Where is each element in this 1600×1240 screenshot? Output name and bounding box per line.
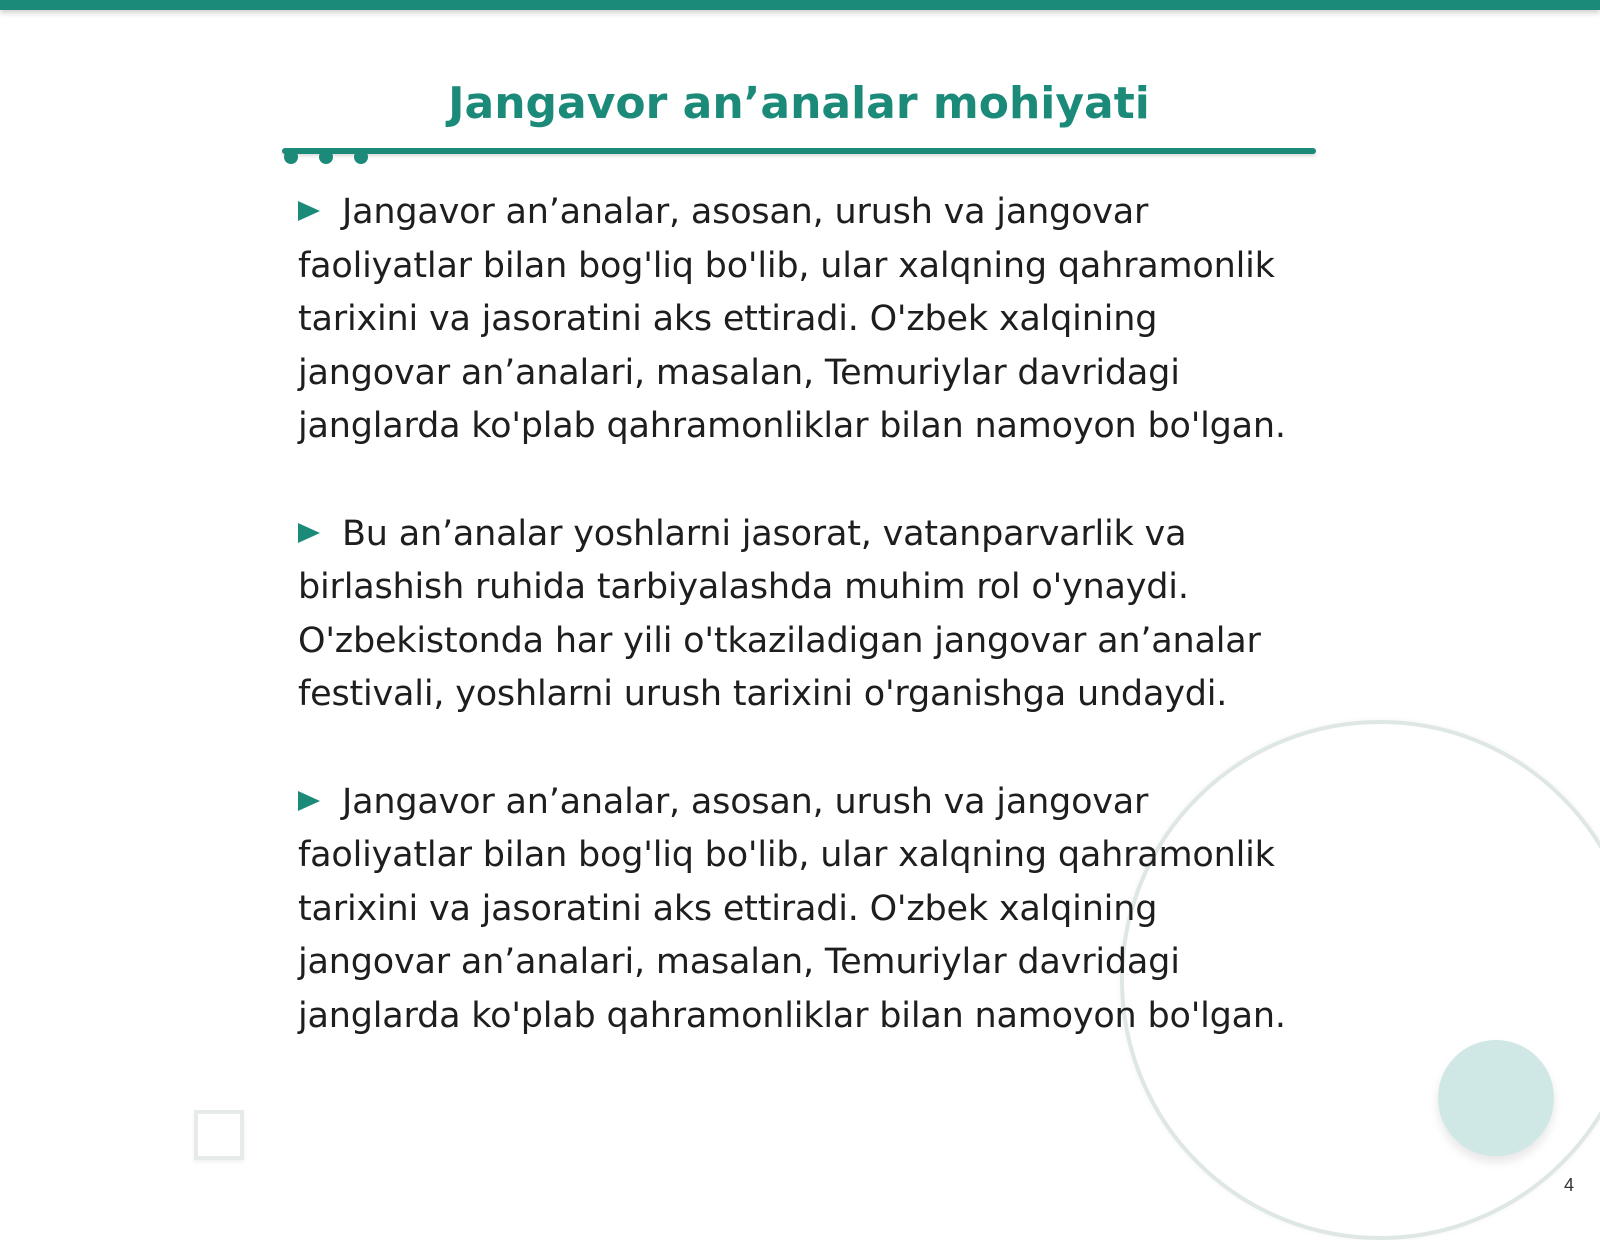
bullet-list xyxy=(298,186,1298,1097)
bullet-item xyxy=(298,186,1298,454)
bullet-item xyxy=(298,776,1298,1044)
triangle-right-icon xyxy=(298,523,320,543)
underline-dot xyxy=(354,150,368,164)
top-accent-bar xyxy=(0,0,1600,10)
triangle-right-icon xyxy=(298,791,320,811)
underline-dot xyxy=(319,150,333,164)
decorative-square xyxy=(194,1110,244,1160)
slide-title: Jangavor an’analar mohiyati xyxy=(448,78,1150,129)
bullet-text: Jangavor an’analar, asosan, urush va jangovar faoliyatlar bilan bog'liq bo'lib, ular xalqning qahramonlik tarixini va jasoratini aks ettiradi. O'zbek xalqining jangovar an’analari, masalan, Temuriylar davridagi janglarda ko'plab qahramonliklar bilan namoyon bo'lgan. xyxy=(298,192,1286,446)
underline-dot xyxy=(284,150,298,164)
bullet-text: Bu an’analar yoshlarni jasorat, vatanparvarlik va birlashish ruhida tarbiyalashda muhim rol o'ynaydi. O'zbekistonda har yili o'tkaziladigan jangovar an’analar festivali, yoshlarni urush tarixini o'rganishga undaydi. xyxy=(298,513,1261,714)
triangle-right-icon xyxy=(298,201,320,221)
bullet-item xyxy=(298,508,1298,722)
decorative-circle xyxy=(1438,1040,1554,1156)
page-number: 4 xyxy=(1563,1175,1574,1195)
title-underline xyxy=(282,148,1316,154)
bullet-text: Jangavor an’analar, asosan, urush va jangovar faoliyatlar bilan bog'liq bo'lib, ular xalqning qahramonlik tarixini va jasoratini aks ettiradi. O'zbek xalqining jangovar an’analari, masalan, Temuriylar davridagi janglarda ko'plab qahramonliklar bilan namoyon bo'lgan. xyxy=(298,781,1286,1036)
